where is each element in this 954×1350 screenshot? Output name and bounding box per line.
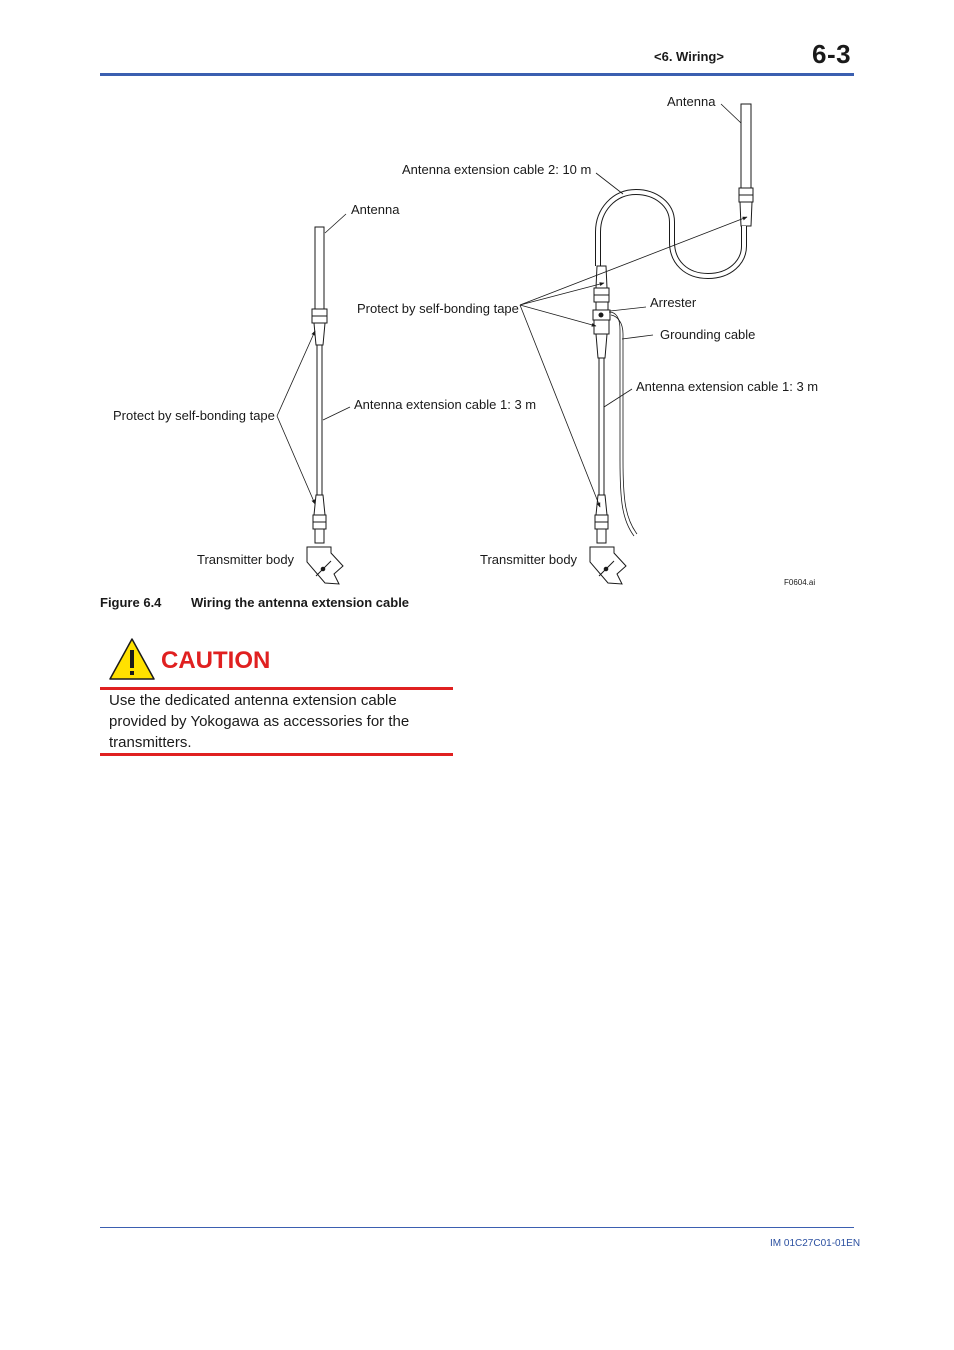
right-transmitter-label: Transmitter body	[480, 552, 578, 567]
figure-file-id: F0604.ai	[784, 578, 816, 587]
caption-title: Wiring the antenna extension cable	[191, 595, 410, 610]
arrester-label: Arrester	[650, 295, 697, 310]
caution-text: Use the dedicated antenna extension cable provided by Yokogawa as accessories for the transmitters.	[109, 692, 410, 751]
warning-triangle-icon	[108, 637, 156, 681]
caution-title: CAUTION	[161, 647, 271, 674]
figure-caption	[100, 595, 409, 610]
right-antenna-label: Antenna	[667, 94, 716, 109]
wiring-figure	[0, 0, 954, 600]
right-cable1-label: Antenna extension cable 1: 3 m	[636, 379, 819, 394]
right-cable2-label: Antenna extension cable 2: 10 m	[402, 162, 592, 177]
left-tape-label: Protect by self-bonding tape	[113, 408, 275, 423]
caption-number: Figure 6.4	[100, 595, 162, 610]
grounding-cable-label: Grounding cable	[660, 327, 756, 342]
left-antenna-label: Antenna	[351, 202, 400, 217]
section-title: <6. Wiring>	[654, 49, 724, 64]
left-cable-label: Antenna extension cable 1: 3 m	[354, 397, 537, 412]
left-assembly	[307, 227, 343, 584]
caution-rule-bottom	[100, 753, 453, 756]
page-number: 6-3	[812, 39, 852, 69]
right-tape-label: Protect by self-bonding tape	[357, 301, 519, 316]
document-id: IM 01C27C01-01EN	[770, 1238, 861, 1249]
footer-rule	[100, 1227, 854, 1228]
left-leaders	[277, 214, 350, 504]
left-transmitter-label: Transmitter body	[197, 552, 295, 567]
right-assembly	[590, 104, 756, 584]
